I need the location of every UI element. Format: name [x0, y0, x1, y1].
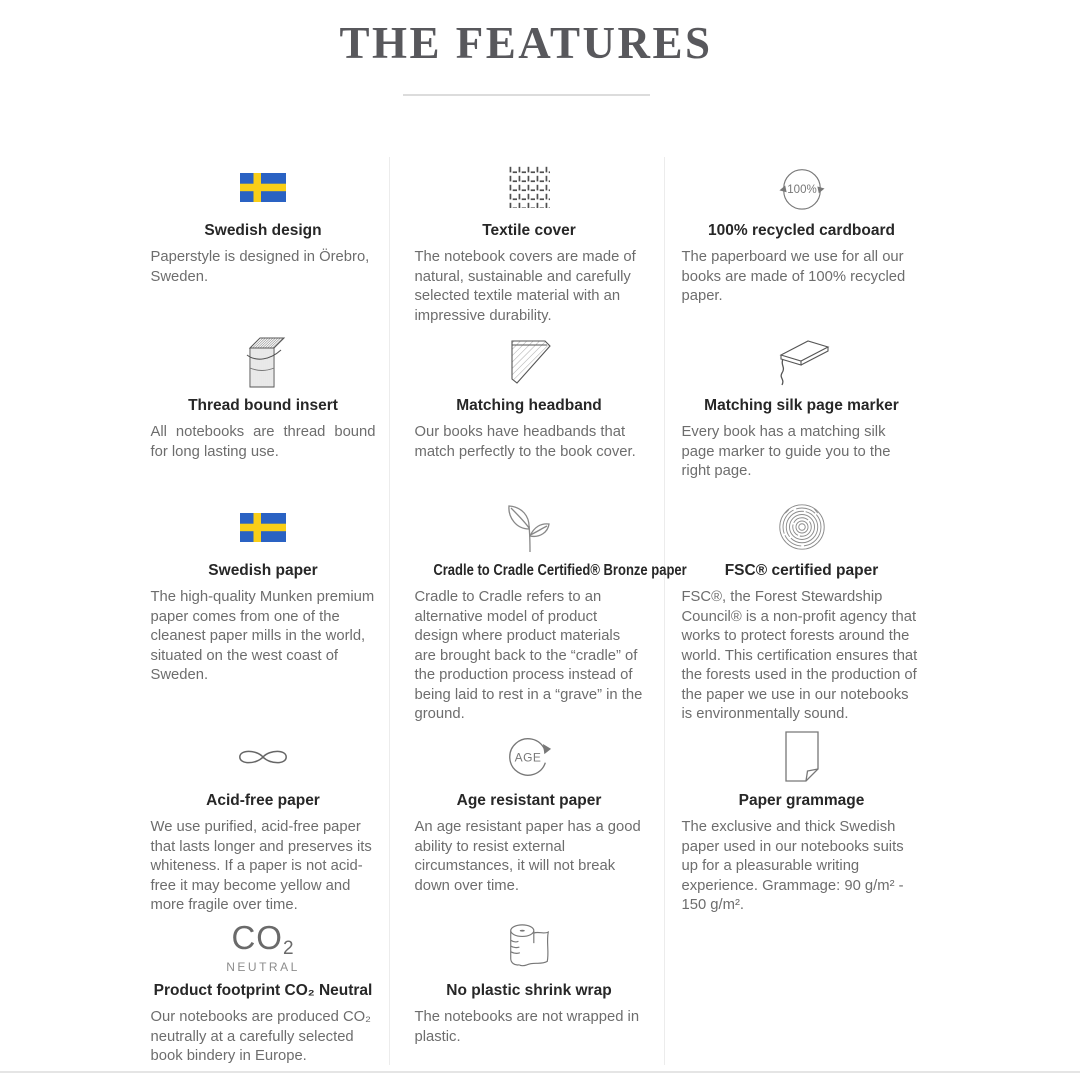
feature-title: Matching silk page marker	[704, 397, 899, 414]
feature-title: Swedish design	[204, 222, 322, 239]
feature-card-swedish-paper	[114, 497, 389, 727]
feature-title: Acid-free paper	[206, 792, 320, 809]
feature-card-acid-free	[114, 727, 389, 917]
feature-card-thread-bound	[114, 332, 389, 497]
page-title: THE FEATURES	[339, 18, 713, 68]
silk-page-marker-icon	[772, 335, 832, 389]
features-grid	[114, 157, 939, 1065]
feature-description: Our books have headbands that match perfectly to the book cover.	[414, 424, 636, 460]
page-bottom-divider	[0, 1071, 1080, 1073]
feature-card-swedish-design	[114, 157, 389, 332]
feature-card-fsc-certified	[664, 497, 939, 727]
paper-sheet-icon	[782, 731, 822, 783]
feature-card-cradle-to-cradle	[389, 497, 687, 727]
sprout-icon	[504, 500, 554, 554]
feature-title: 100% recycled cardboard	[708, 222, 895, 239]
recycle-100-icon	[775, 163, 829, 211]
feature-title: Age resistant paper	[456, 792, 602, 809]
headband-icon	[505, 337, 553, 387]
age-label: AGE	[514, 750, 542, 765]
feature-card-co2-neutral	[114, 917, 389, 1065]
sweden-flag-icon	[240, 173, 286, 202]
feature-card-paper-grammage	[664, 727, 939, 917]
feature-description: We use purified, acid-free paper that lasts longer and preserves its whiteness. If a paper is not acid-free it may become yellow and more fragile over time.	[150, 819, 372, 913]
feature-description: All notebooks are thread bound for long lasting use.	[150, 424, 376, 460]
feature-title: Swedish paper	[208, 562, 318, 579]
feature-title: Paper grammage	[738, 792, 865, 809]
co2-neutral-icon: CO2 NEUTRAL	[226, 919, 300, 974]
feature-title: No plastic shrink wrap	[446, 982, 612, 999]
feature-description: The high-quality Munken premium paper comes from one of the cleanest paper mills in the world, situated on the west coast of Sweden.	[150, 589, 375, 683]
feature-description: The exclusive and thick Swedish paper used in our notebooks suits up for a pleasurable writing experience. Grammage: 90 g/m² - 150 g/m².	[681, 819, 904, 913]
feature-title: Product footprint CO₂ Neutral	[153, 982, 373, 999]
feature-card-silk-marker	[664, 332, 939, 497]
feature-card-textile-cover	[389, 157, 664, 332]
feature-title: FSC® certified paper	[724, 562, 879, 579]
feature-description: Every book has a matching silk page marker to guide you to the right page.	[681, 424, 891, 479]
feature-title: Matching headband	[456, 397, 602, 414]
feature-card-recycled-cardboard	[664, 157, 939, 332]
feature-description: Paperstyle is designed in Örebro, Sweden.	[150, 249, 370, 285]
feature-card-headband	[389, 332, 664, 497]
feature-description: Cradle to Cradle refers to an alternative model of product design where product materials are brought back to the “cradle” of the production process instead of being laid to rest in a “grave” in the ground.	[414, 589, 643, 722]
feature-title: Cradle to Cradle Certified® Bronze paper	[432, 562, 687, 579]
recycle-100-label: 100%	[786, 184, 817, 197]
feature-description: The notebooks are not wrapped in plastic.	[414, 1009, 640, 1045]
tree-rings-icon	[777, 502, 827, 552]
infinity-icon	[234, 741, 292, 773]
feature-description: Our notebooks are produced CO₂ neutrally at a carefully selected book bindery in Europe.	[150, 1009, 371, 1064]
feature-title: Thread bound insert	[188, 397, 338, 414]
textile-weave-icon	[508, 166, 550, 208]
feature-description: The paperboard we use for all our books are made of 100% recycled paper.	[681, 249, 906, 304]
age-circle-icon	[504, 733, 554, 781]
feature-description: FSC®, the Forest Stewardship Council® is a non-profit agency that works to protect forests around the world. This certification ensures that the forests used in the production of the paper we use in our notebooks is environmentally sound.	[681, 589, 918, 722]
feature-title: Textile cover	[482, 222, 576, 239]
plastic-wrap-roll-icon	[502, 922, 556, 972]
sweden-flag-icon	[240, 513, 286, 542]
feature-description: The notebook covers are made of natural, sustainable and carefully selected textile material with an impressive durability.	[414, 249, 636, 324]
empty-grid-cell	[664, 917, 939, 1065]
feature-card-no-plastic	[389, 917, 664, 1065]
feature-description: An age resistant paper has a good ability to resist external circumstances, it will not break down over time.	[414, 819, 641, 894]
title-divider	[403, 94, 650, 96]
feature-card-age-resistant	[389, 727, 664, 917]
thread-bound-icon	[240, 335, 286, 389]
